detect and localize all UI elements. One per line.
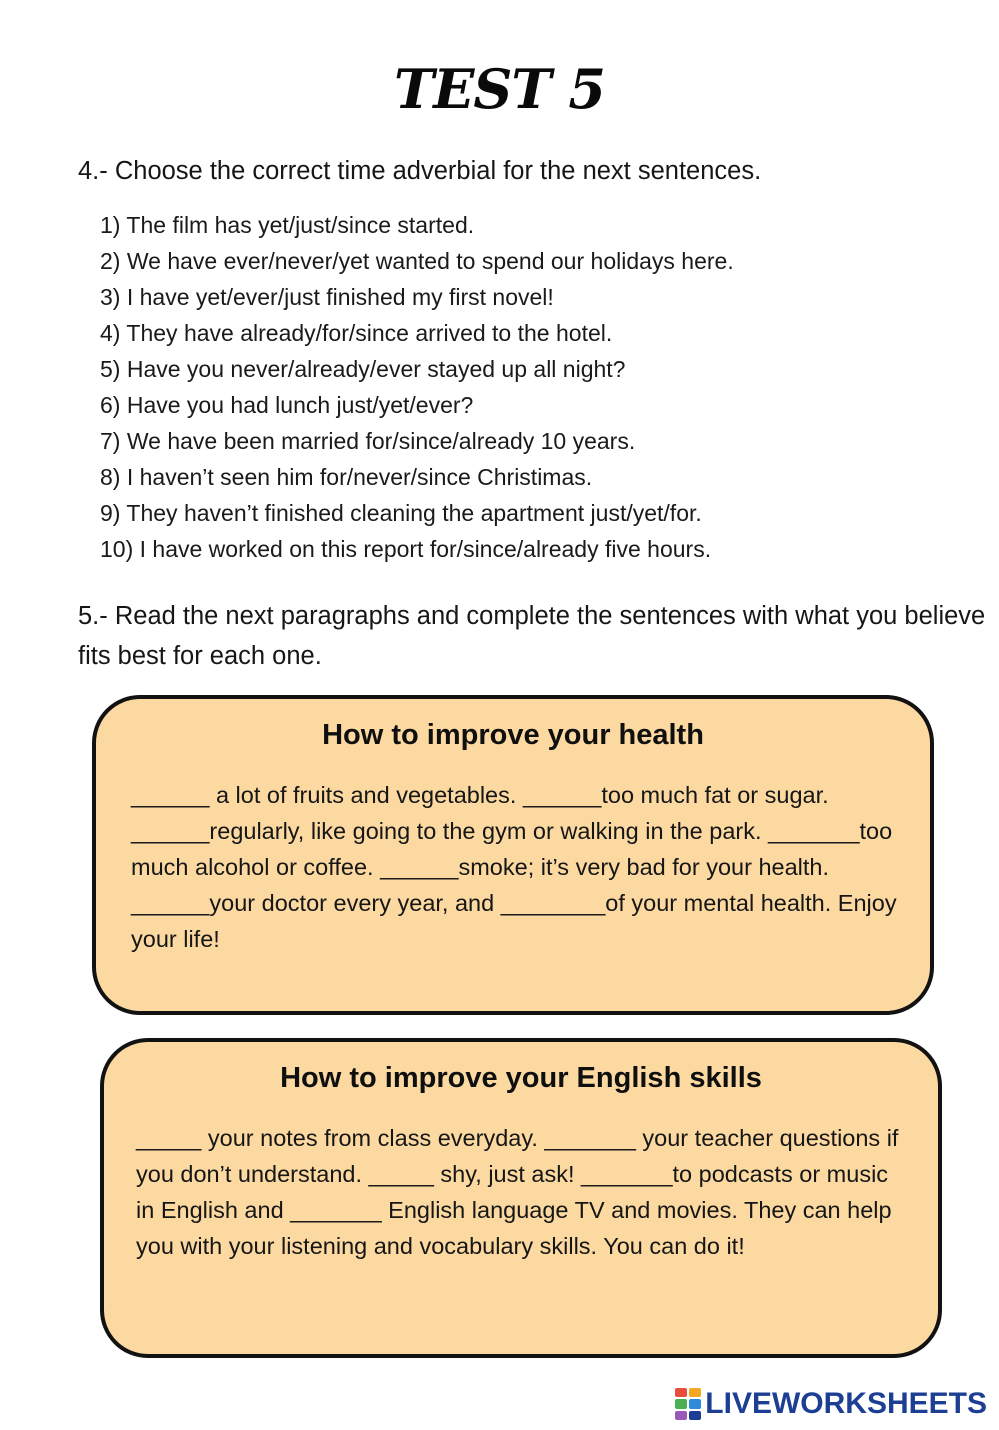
list-item: 6) Have you had lunch just/yet/ever?	[100, 392, 474, 418]
logo-square	[675, 1399, 687, 1408]
english-tips-box	[100, 1038, 942, 1358]
health-box-text: ______ a lot of fruits and vegetables. ______too much fat or sugar. ______regularly, like going to the gym or walking in the park. _______too much alcohol or coffee. ______smoke; it’s very bad for your health. ______your doctor every year, and ________of your mental health. Enjoy your life!	[131, 782, 897, 952]
logo-square	[689, 1411, 701, 1420]
list-item: 1) The film has yet/just/since started.	[100, 212, 475, 238]
list-item: 2) We have ever/never/yet wanted to spend our holidays here.	[100, 248, 734, 274]
page-title: TEST 5	[394, 57, 605, 121]
english-box-text: _____ your notes from class everyday. _______ your teacher questions if you don’t understand. _____ shy, just ask! _______to podcasts or music in English and _______ English language TV and movies. They can help you with your listening and vocabulary skills. You can do it!	[136, 1125, 899, 1259]
health-tips-box	[92, 695, 934, 1015]
list-item: 5) Have you never/already/ever stayed up all night?	[100, 356, 626, 382]
logo-square	[689, 1399, 701, 1408]
list-item: 10) I have worked on this report for/since/already five hours.	[100, 536, 712, 562]
liveworksheets-logo	[675, 1388, 987, 1420]
question-4-heading: 4.- Choose the correct time adverbial for the next sentences.	[78, 157, 762, 185]
logo-square	[689, 1388, 701, 1397]
logo-square	[675, 1411, 687, 1420]
health-box-title: How to improve your health	[322, 719, 704, 751]
english-box-title: How to improve your English skills	[280, 1062, 762, 1094]
list-item: 9) They haven’t finished cleaning the apartment just/yet/for.	[100, 500, 702, 526]
logo-square	[675, 1388, 687, 1397]
liveworksheets-logo-icon	[675, 1388, 701, 1420]
list-item: 4) They have already/for/since arrived to the hotel.	[100, 320, 613, 346]
logo-text: LIVEWORKSHEETS	[705, 1387, 987, 1420]
list-item: 8) I haven’t seen him for/never/since Christimas.	[100, 464, 593, 490]
list-item: 7) We have been married for/since/already 10 years.	[100, 428, 636, 454]
question-5-heading: 5.- Read the next paragraphs and complete the sentences with what you believe fits best for each one.	[78, 602, 986, 670]
question-4-list	[100, 207, 734, 567]
list-item: 3) I have yet/ever/just finished my first novel!	[100, 284, 554, 310]
